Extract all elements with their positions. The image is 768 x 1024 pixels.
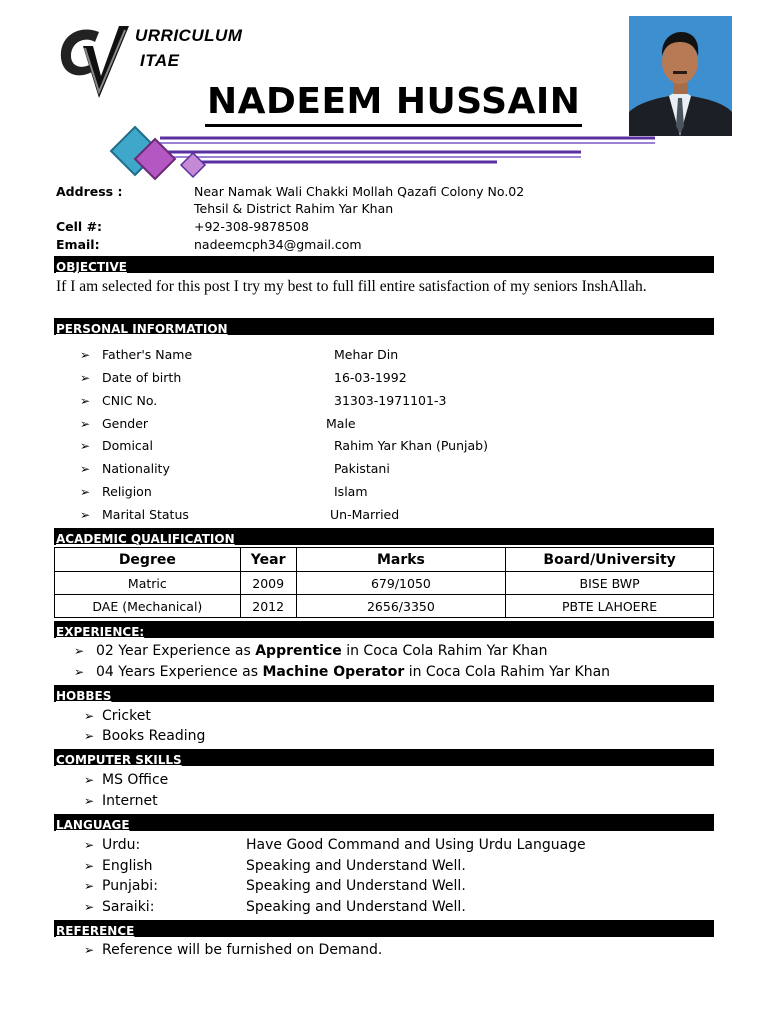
language-name: Urdu: <box>102 837 141 853</box>
section-bar-experience <box>54 621 714 638</box>
experience-text: 02 Year Experience as <box>96 643 251 659</box>
section-bar-objective <box>54 256 714 273</box>
personal-row <box>80 347 399 362</box>
section-title: COMPUTER SKILLS <box>56 753 182 767</box>
reference-text: Reference will be furnished on Demand. <box>102 942 383 958</box>
personal-label: Religion <box>102 484 152 499</box>
column-header: Degree <box>55 548 241 572</box>
section-title: EXPERIENCE: <box>56 625 145 639</box>
section-title: OBJECTIVE <box>56 260 127 274</box>
language-level: Speaking and Understand Well. <box>246 858 466 874</box>
personal-value: Rahim Yar Khan (Punjab) <box>334 438 488 453</box>
experience-role: Machine Operator <box>262 664 405 680</box>
section-title: PERSONAL INFORMATION <box>56 322 228 336</box>
arrow-bullet-icon: ➢ <box>80 394 91 408</box>
reference-item <box>84 942 382 958</box>
personal-value: 16-03-1992 <box>334 370 407 385</box>
arrow-bullet-icon: ➢ <box>84 729 95 743</box>
header-decoration <box>105 125 665 190</box>
experience-item <box>74 664 610 680</box>
hobby-item <box>84 708 151 724</box>
arrow-bullet-icon: ➢ <box>80 439 91 453</box>
profile-photo <box>629 16 732 136</box>
hobby-item <box>84 728 205 744</box>
arrow-bullet-icon: ➢ <box>74 665 85 679</box>
hobby-text: Books Reading <box>102 728 206 744</box>
section-bar-personal <box>54 318 714 335</box>
table-cell: BISE BWP <box>506 572 714 595</box>
section-title: LANGUAGE <box>56 818 130 832</box>
experience-item <box>74 643 548 659</box>
table-row <box>55 572 714 595</box>
cell-label: Cell #: <box>56 219 103 234</box>
candidate-name: NADEEM HUSSAIN <box>205 80 582 127</box>
email-label: Email: <box>56 237 100 252</box>
arrow-bullet-icon: ➢ <box>80 485 91 499</box>
objective-text: If I am selected for this post I try my best to full fill entire satisfaction of my seniors InshAllah. <box>56 278 647 295</box>
personal-value: Islam <box>334 484 368 499</box>
hobby-text: Cricket <box>102 708 151 724</box>
academic-table <box>54 547 714 618</box>
table-row <box>55 595 714 618</box>
section-bar-academic <box>54 528 714 545</box>
personal-value: Mehar Din <box>334 347 399 362</box>
skill-text: Internet <box>102 793 158 809</box>
cell-value: +92-308-9878508 <box>194 219 309 234</box>
language-level: Speaking and Understand Well. <box>246 899 466 915</box>
arrow-bullet-icon: ➢ <box>84 794 95 808</box>
language-item <box>84 899 154 915</box>
language-level: Speaking and Understand Well. <box>246 878 466 894</box>
personal-row <box>80 393 447 408</box>
arrow-bullet-icon: ➢ <box>80 371 91 385</box>
cv-word-vitae: ITAE <box>140 51 180 70</box>
personal-value: Male <box>326 416 356 431</box>
section-title: REFERENCE <box>56 924 135 938</box>
table-cell: DAE (Mechanical) <box>55 595 241 618</box>
language-item <box>84 837 140 853</box>
personal-label: Marital Status <box>102 507 189 522</box>
personal-label: CNIC No. <box>102 393 158 408</box>
personal-row <box>80 416 356 431</box>
personal-value: 31303-1971101-3 <box>334 393 447 408</box>
arrow-bullet-icon: ➢ <box>84 859 95 873</box>
column-header: Marks <box>296 548 506 572</box>
section-title: HOBBES <box>56 689 112 703</box>
arrow-bullet-icon: ➢ <box>84 900 95 914</box>
arrow-bullet-icon: ➢ <box>84 773 95 787</box>
table-cell: 2009 <box>240 572 296 595</box>
language-level: Have Good Command and Using Urdu Language <box>246 837 586 853</box>
language-name: Punjabi: <box>102 878 158 894</box>
section-title: ACADEMIC QUALIFICATION <box>56 532 235 546</box>
language-item <box>84 858 153 874</box>
experience-role: Apprentice <box>255 643 342 659</box>
arrow-bullet-icon: ➢ <box>74 644 85 658</box>
arrow-bullet-icon: ➢ <box>84 879 95 893</box>
academic-header-row <box>55 548 714 572</box>
table-cell: PBTE LAHOERE <box>506 595 714 618</box>
experience-company: in Coca Cola Rahim Yar Khan <box>408 664 611 680</box>
table-cell: 2012 <box>240 595 296 618</box>
table-cell: Matric <box>55 572 241 595</box>
skill-text: MS Office <box>102 772 169 788</box>
table-cell: 2656/3350 <box>296 595 506 618</box>
section-bar-hobbies <box>54 685 714 702</box>
personal-label: Gender <box>102 416 149 431</box>
personal-row <box>80 438 488 453</box>
personal-value: Pakistani <box>334 461 390 476</box>
skill-item <box>84 793 158 809</box>
cv-monogram-icon <box>55 18 135 108</box>
address-line-2: Tehsil & District Rahim Yar Khan <box>194 201 394 216</box>
arrow-bullet-icon: ➢ <box>84 838 95 852</box>
arrow-bullet-icon: ➢ <box>80 462 91 476</box>
column-header: Board/University <box>506 548 714 572</box>
address-label: Address : <box>56 184 123 199</box>
personal-value: Un-Married <box>330 507 400 522</box>
personal-row <box>80 484 368 499</box>
section-bar-language <box>54 814 714 831</box>
personal-label: Domical <box>102 438 153 453</box>
arrow-bullet-icon: ➢ <box>80 348 91 362</box>
personal-row <box>80 507 400 522</box>
personal-row <box>80 461 390 476</box>
table-cell: 679/1050 <box>296 572 506 595</box>
section-bar-reference <box>54 920 714 937</box>
column-header: Year <box>240 548 296 572</box>
language-name: English <box>102 858 153 874</box>
arrow-bullet-icon: ➢ <box>84 943 95 957</box>
section-bar-computer-skills <box>54 749 714 766</box>
cv-word-curriculum: URRICULUM <box>135 26 243 45</box>
personal-label: Nationality <box>102 461 170 476</box>
skill-item <box>84 772 168 788</box>
arrow-bullet-icon: ➢ <box>84 709 95 723</box>
email-value: nadeemcph34@gmail.com <box>194 237 362 252</box>
experience-company: in Coca Cola Rahim Yar Khan <box>346 643 548 659</box>
personal-row <box>80 370 407 385</box>
language-name: Saraiki: <box>102 899 155 915</box>
arrow-bullet-icon: ➢ <box>80 508 91 522</box>
experience-text: 04 Years Experience as <box>96 664 259 680</box>
address-line-1: Near Namak Wali Chakki Mollah Qazafi Colony No.02 <box>194 184 525 199</box>
language-item <box>84 878 158 894</box>
personal-label: Father's Name <box>102 347 193 362</box>
personal-label: Date of birth <box>102 370 182 385</box>
arrow-bullet-icon: ➢ <box>80 417 91 431</box>
